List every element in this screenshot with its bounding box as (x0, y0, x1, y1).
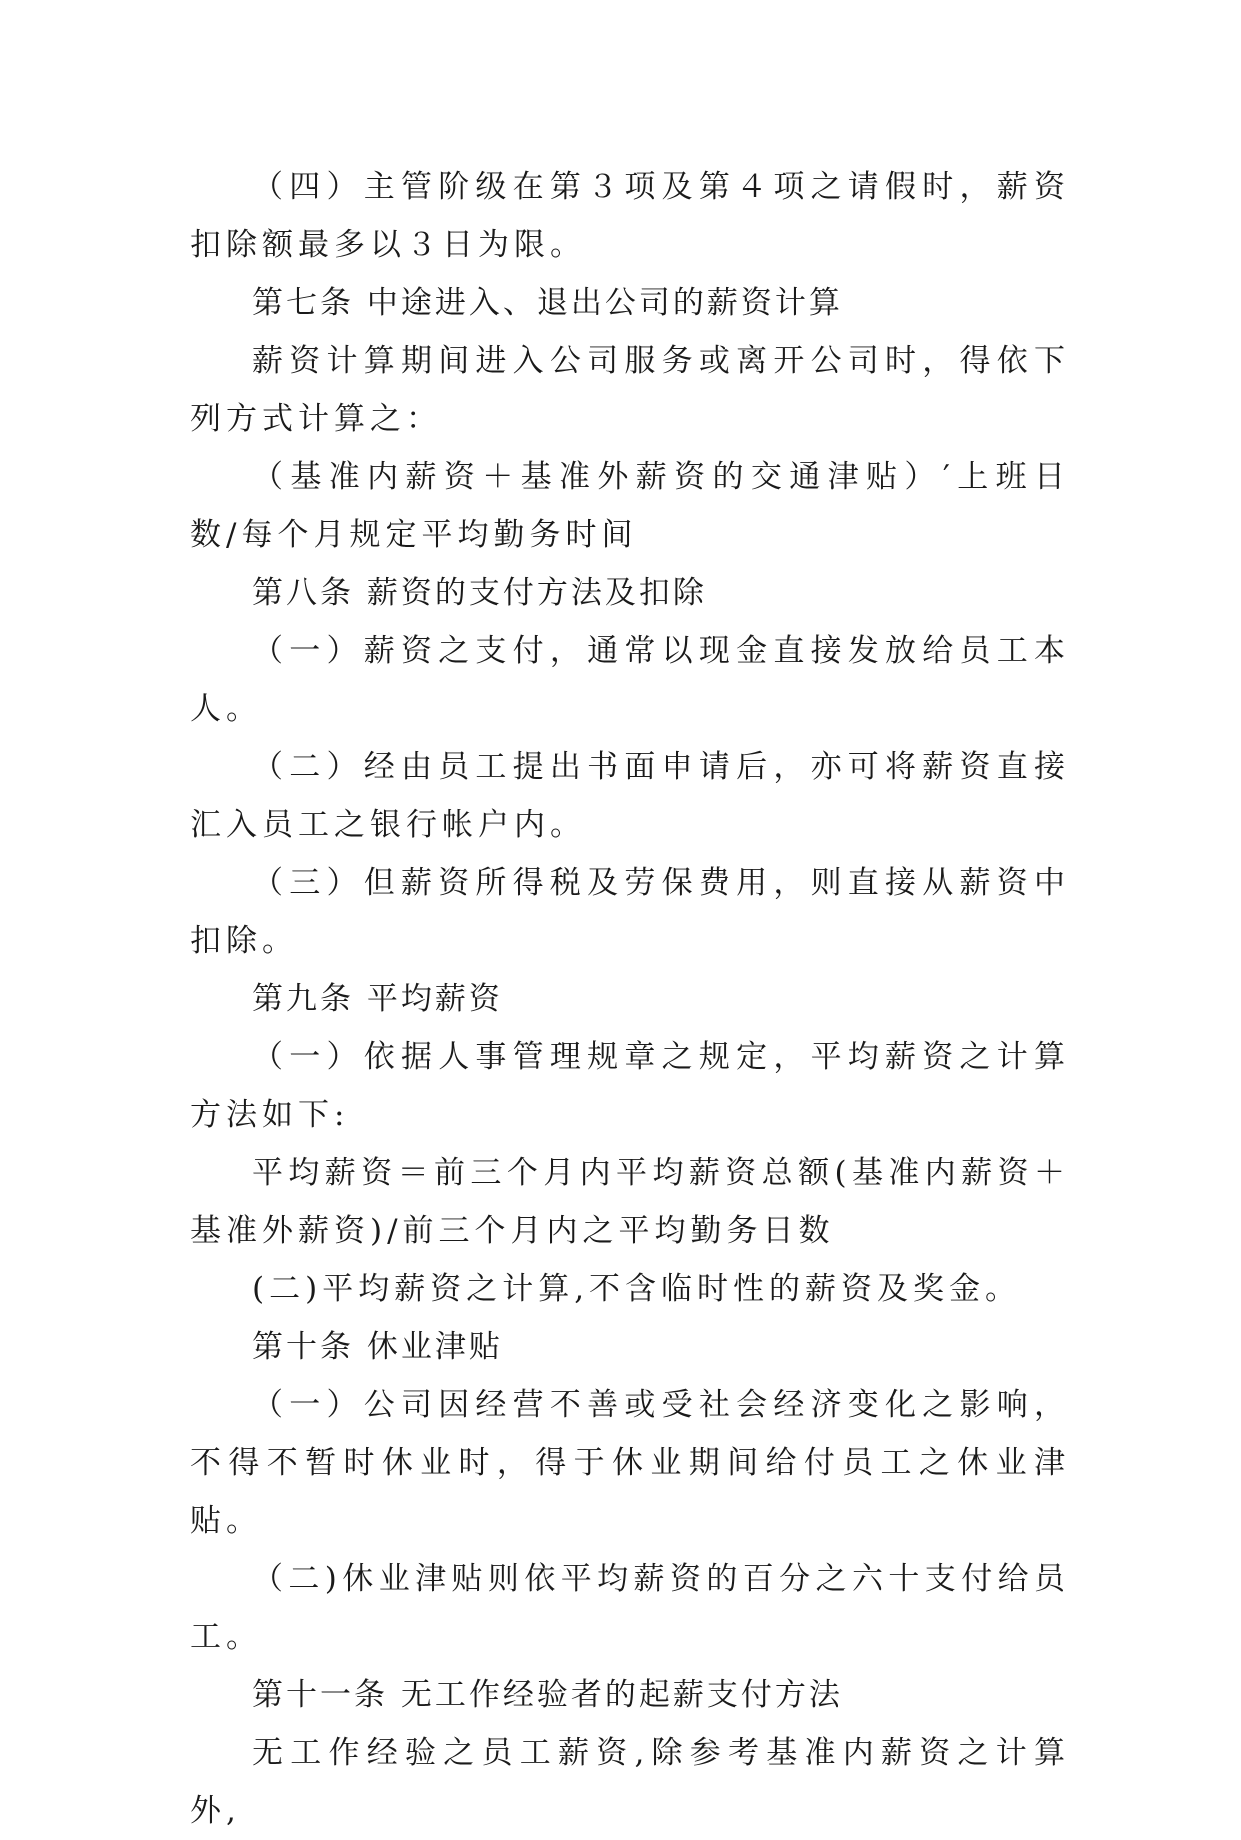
article-8-heading: 第八条 薪资的支付方法及扣除 (252, 575, 707, 611)
paragraph-average-exclusion: (二)平均薪资之计算,不含临时性的薪资及奖金。 (252, 1271, 1022, 1307)
paragraph-suspension-rate: （二)休业津贴则依平均薪资的百分之六十支付给员工。 (190, 1561, 1070, 1655)
article-10-heading: 第十条 休业津贴 (252, 1329, 503, 1365)
paragraph-deduction-limit: （四）主管阶级在第３项及第４项之请假时，薪资扣除额最多以３日为限。 (190, 169, 1070, 263)
article-7-heading: 第七条 中途进入、退出公司的薪资计算 (252, 285, 843, 321)
paragraph-payment-deduction: （三）但薪资所得税及劳保费用，则直接从薪资中扣除。 (190, 865, 1070, 959)
paragraph-average-formula: 平均薪资＝前三个月内平均薪资总额(基准内薪资＋基准外薪资)/前三个月内之平均勤务日数 (190, 1155, 1070, 1249)
paragraph-midterm-calc: 薪资计算期间进入公司服务或离开公司时，得依下列方式计算之： (190, 343, 1070, 437)
paragraph-payment-cash: （一）薪资之支付，通常以现金直接发放给员工本人。 (190, 633, 1070, 727)
article-11-heading: 第十一条 无工作经验者的起薪支付方法 (252, 1677, 843, 1713)
article-9-heading: 第九条 平均薪资 (252, 981, 503, 1017)
paragraph-average-method: （一）依据人事管理规章之规定，平均薪资之计算方法如下: (190, 1039, 1070, 1133)
document-body (190, 158, 1070, 1840)
paragraph-suspension-allowance: （一）公司因经营不善或受社会经济变化之影响，不得不暂时休业时，得于休业期间给付员工之休业津贴。 (190, 1387, 1070, 1539)
paragraph-starting-salary: 无工作经验之员工薪资,除参考基准内薪资之计算外, (190, 1735, 1070, 1829)
paragraph-formula: （基准内薪资＋基准外薪资的交通津贴）′上班日数/每个月规定平均勤务时间 (190, 459, 1070, 553)
paragraph-payment-bank: （二）经由员工提出书面申请后，亦可将薪资直接汇入员工之银行帐户内。 (190, 749, 1070, 843)
